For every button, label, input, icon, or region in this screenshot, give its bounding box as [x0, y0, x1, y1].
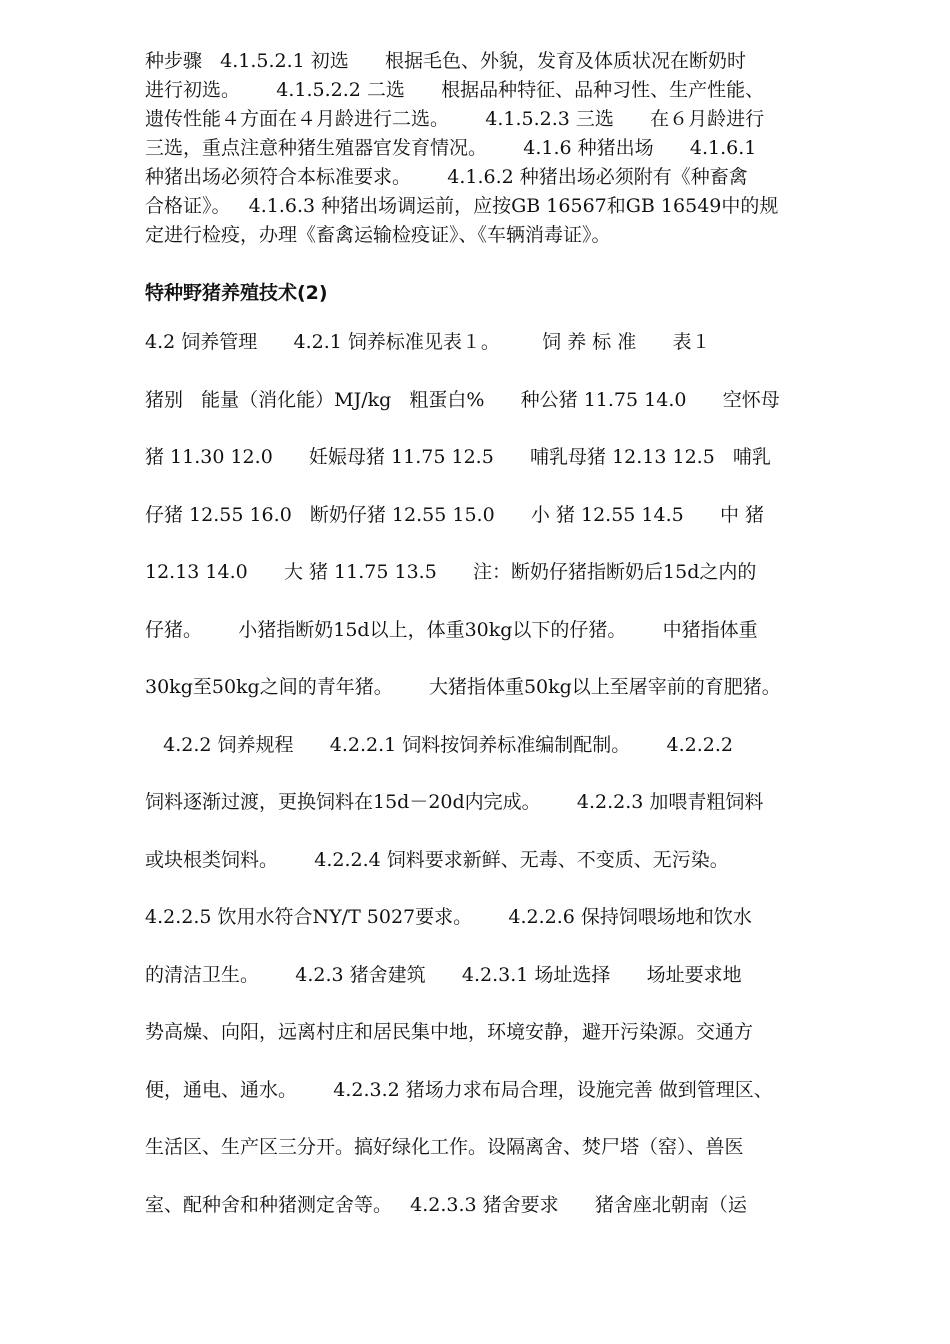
text-line: 或块根类饲料。 4.2.2.4 饲料要求新鲜、无毒、不变质、无污染。	[145, 849, 729, 871]
section-heading: 特种野猪养殖技术(2)	[145, 282, 328, 304]
text-line: 室、配种舍和种猪测定舍等。 4.2.3.3 猪舍要求 猪舍座北朝南（运	[145, 1194, 747, 1216]
text-line: 4.2.2.5 饮用水符合NY/T 5027要求。 4.2.2.6 保持饲喂场地和饮水	[145, 906, 752, 928]
text-line: 的清洁卫生。 4.2.3 猪舍建筑 4.2.3.1 场址选择 场址要求地	[145, 964, 742, 986]
text-line: 便，通电、通水。 4.2.3.2 猪场力求布局合理，设施完善 做到管理区、	[145, 1079, 773, 1101]
text-line: 定进行检疫，办理《畜禽运输检疫证》、《车辆消毒证》。	[145, 224, 611, 246]
text-line: 三选，重点注意种猪生殖器官发育情况。 4.1.6 种猪出场 4.1.6.1	[145, 137, 757, 159]
text-line: 势高燥、向阳，远离村庄和居民集中地，环境安静，避开污染源。交通方	[145, 1021, 754, 1043]
text-line: 遗传性能４方面在４月龄进行二选。 4.1.5.2.3 三选 在６月龄进行	[145, 108, 765, 130]
text-line: 仔猪 12.55 16.0 断奶仔猪 12.55 15.0 小 猪 12.55 14.5 中 猪	[145, 504, 765, 526]
text-line: 仔猪。 小猪指断奶15d以上，体重30kg以下的仔猪。 中猪指体重	[145, 619, 758, 641]
text-line: 饲料逐渐过渡，更换饲料在15d－20d内完成。 4.2.2.3 加喂青粗饲料	[145, 791, 764, 813]
text-line: 进行初选。 4.1.5.2.2 二选 根据品种特征、品种习性、生产性能、	[145, 79, 765, 101]
text-line: 猪别 能量（消化能）MJ/kg 粗蛋白% 种公猪 11.75 14.0 空怀母	[145, 389, 780, 411]
text-line: 合格证》。 4.1.6.3 种猪出场调运前，应按GB 16567和GB 16549中的规	[145, 195, 779, 217]
text-line: 种猪出场必须符合本标准要求。 4.1.6.2 种猪出场必须附有《种畜禽	[145, 166, 748, 188]
text-line: 30kg至50kg之间的青年猪。 大猪指体重50kg以上至屠宰前的育肥猪。	[145, 676, 781, 698]
text-line: 12.13 14.0 大 猪 11.75 13.5 注：断奶仔猪指断奶后15d之内的	[145, 561, 757, 583]
text-line: 4.2 饲养管理 4.2.1 饲养标准见表１。 饲 养 标 准 表１	[145, 331, 711, 353]
text-line: 猪 11.30 12.0 妊娠母猪 11.75 12.5 哺乳母猪 12.13 12.5 哺乳	[145, 446, 771, 468]
text-line: 种步骤 4.1.5.2.1 初选 根据毛色、外貌，发育及体质状况在断奶时	[145, 50, 746, 72]
text-line: 4.2.2 饲养规程 4.2.2.1 饲料按饲养标准编制配制。 4.2.2.2	[145, 734, 733, 756]
text-line: 生活区、生产区三分开。搞好绿化工作。设隔离舍、焚尸塔（窑）、兽医	[145, 1136, 744, 1158]
